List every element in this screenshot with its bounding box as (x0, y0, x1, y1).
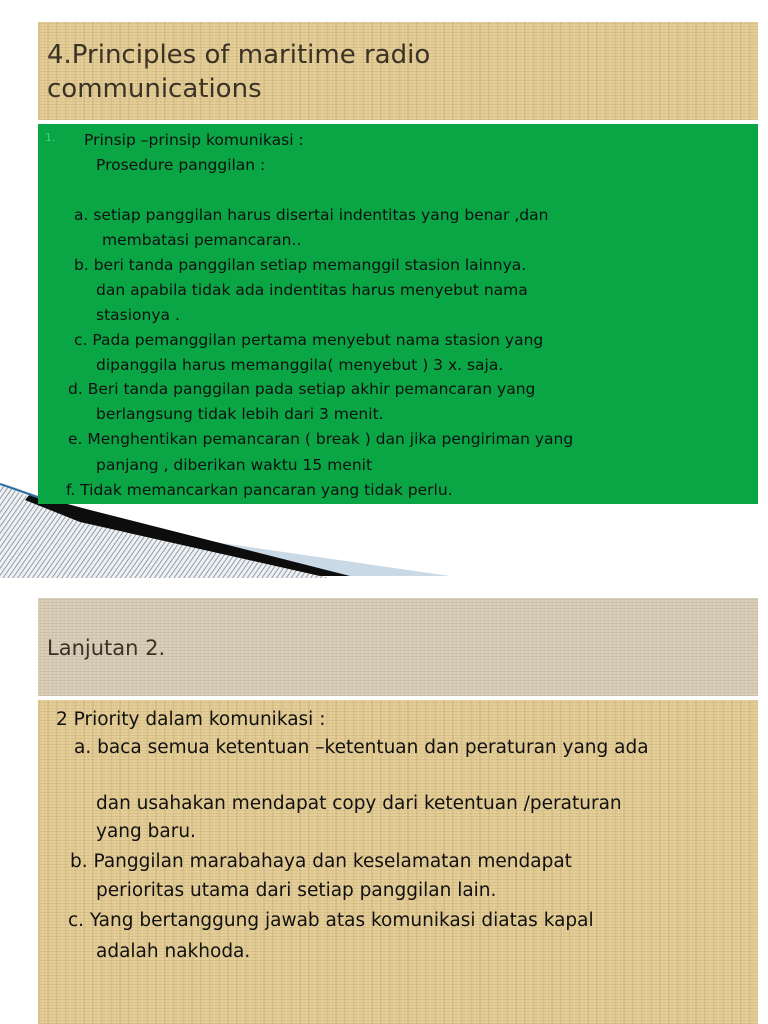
slide1-line: dan apabila tidak ada indentitas harus menyebut nama (96, 281, 528, 299)
slide1-line: a. setiap panggilan harus disertai indentitas yang benar ,dan (74, 206, 549, 224)
slide2-line: b. Panggilan marabahaya dan keselamatan mendapat (70, 851, 572, 872)
slide1-line: Prosedure panggilan : (96, 156, 266, 174)
slide2-line: c. Yang bertanggung jawab atas komunikasi diatas kapal (68, 910, 594, 931)
slide1-line: berlangsung tidak lebih dari 3 menit. (96, 405, 384, 423)
slide1-line: stasionya . (96, 306, 180, 324)
slide1-line: panjang , diberikan waktu 15 menit (96, 456, 373, 474)
slide1-title (47, 38, 430, 106)
slide1-header (38, 22, 758, 120)
slide1-body (38, 124, 758, 504)
slide1-title-line1: 4.Principles of maritime radio (47, 40, 431, 70)
slide1-line: b. beri tanda panggilan setiap memanggil stasion lainnya. (74, 256, 527, 274)
slide2-line: 2 Priority dalam komunikasi : (56, 709, 326, 730)
slide2-line: dan usahakan mendapat copy dari ketentuan /peraturan (96, 793, 622, 814)
slide2-header (38, 598, 758, 696)
slide2-body (38, 700, 758, 1024)
slide2-title: Lanjutan 2. (47, 636, 166, 660)
slide1-line: membatasi pemancaran.. (102, 231, 302, 249)
slide2-line: a. baca semua ketentuan –ketentuan dan peraturan yang ada (74, 737, 649, 758)
slide2-line: perioritas utama dari setiap panggilan lain. (96, 880, 497, 901)
slide2-line: adalah nakhoda. (96, 941, 251, 962)
slide1-line: e. Menghentikan pemancaran ( break ) dan jika pengiriman yang (68, 430, 574, 448)
slide1-title-line2: communications (47, 74, 262, 104)
slide1-line: dipanggila harus memanggila( menyebut ) 3 x. saja. (96, 356, 504, 374)
slide1-line: d. Beri tanda panggilan pada setiap akhir pemancaran yang (68, 380, 536, 398)
slide1-line: c. Pada pemanggilan pertama menyebut nama stasion yang (74, 331, 544, 349)
slide1-line: f. Tidak memancarkan pancaran yang tidak perlu. (66, 481, 453, 499)
slide1-line: Prinsip –prinsip komunikasi : (84, 131, 304, 149)
slide2-line: yang baru. (96, 821, 196, 842)
bullet-number: 1. (45, 131, 56, 144)
